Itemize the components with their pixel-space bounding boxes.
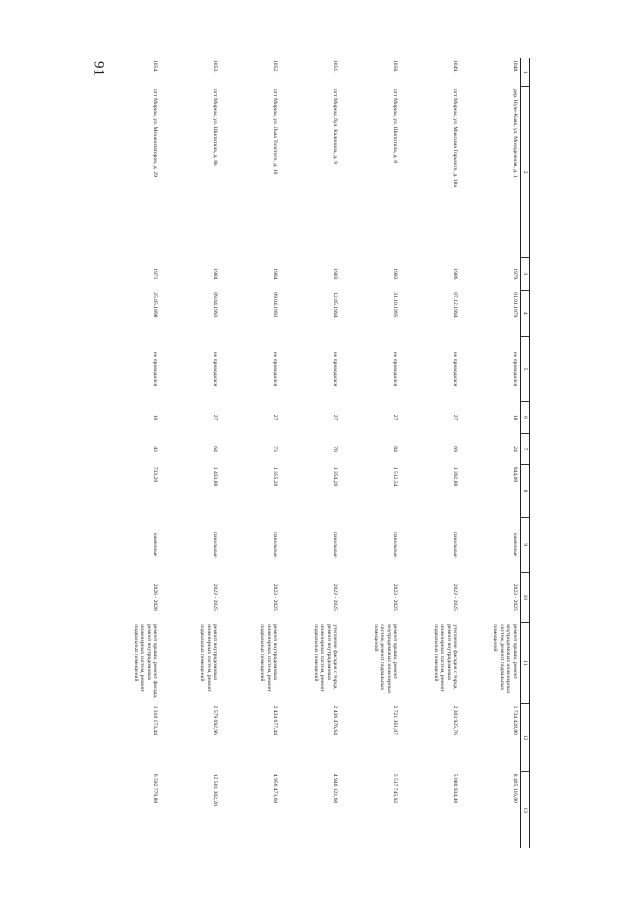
area: 1 354,20 [332, 466, 339, 487]
col-header: 3 [520, 257, 529, 290]
col-header: 1 [520, 58, 529, 87]
cost: 1 310 173,44 [152, 705, 159, 735]
work-types: ремонт внутридомовых инженерных систем, ремонт подвальных помещений [259, 624, 279, 692]
row-number: 1050. [392, 60, 399, 73]
area: 1 433,80 [212, 466, 219, 487]
work-types: ремонт крыши, ремонт внутридомовых инженерных систем, ремонт подвальных помещений [372, 624, 399, 694]
repair-period: 2023 - 2025 [392, 583, 399, 611]
build-year: 1971 [152, 268, 159, 280]
address: пгт Мирны, ул. Максима Горького, д. 18а [452, 88, 459, 187]
work-types: утепление фасадов с торца, ремонт внутридомовых инженерных систем, ремонт подвальных помещений [432, 624, 459, 692]
address: пгт Мирны, ул. Шипитила, д. 8в [212, 88, 219, 166]
cost: 2 579 692,96 [212, 705, 219, 735]
rotated-table-wrapper [100, 58, 530, 848]
col-header: 9 [520, 517, 529, 572]
wall-material: панельные [332, 532, 339, 558]
row-number: 1048. [511, 60, 518, 73]
last-repair: не проводился [452, 351, 459, 387]
repair-period: 2023 - 2025 [452, 583, 459, 611]
work-types: утепление фасадов с торца, ремонт внутридомовых инженерных систем, ремонт подвальных помещений [312, 624, 339, 692]
col-header: 6 [520, 402, 529, 433]
address: пгт Мирны, ул. Шипитила, д. 8 [392, 88, 399, 164]
build-year: 1983 [332, 268, 339, 280]
work-types: ремонт внутридомовых инженерных систем, ремонт подвальных помещений [199, 624, 219, 692]
build-year: 1986 [452, 268, 459, 280]
last-repair: не проводился [511, 351, 518, 387]
total-cost: 5 517 745,92 [392, 773, 399, 804]
privatization-date: 09.04.1993 [212, 292, 219, 318]
last-repair: не проводился [272, 351, 279, 387]
apartments: 70 [332, 446, 339, 452]
table-row [280, 58, 340, 848]
col-header: 2 [520, 87, 529, 258]
floors: 27 [272, 414, 279, 421]
row-number: 1052. [272, 60, 279, 73]
work-types: ремонт крыши, ремонт фасада, ремонт внутридомовых инженерных систем, ремонт подвальных помещений [132, 624, 159, 699]
col-header: 7 [520, 433, 529, 464]
table-row [220, 58, 280, 848]
repair-period: 2023 - 2025 [511, 583, 518, 611]
area: 1 355,20 [272, 466, 279, 487]
row-number: 1049. [452, 60, 459, 73]
address: дер. Нуче-Каяк, ул. Молодежная, д. 1 [511, 88, 518, 178]
table-row [100, 58, 160, 848]
floors: 18 [511, 414, 518, 421]
repair-period: 2023 - 2025 [272, 583, 279, 611]
address: пгт Мирны, бул. Калинина, д. 9 [332, 88, 339, 164]
privatization-date: 25.05.1998 [152, 292, 159, 318]
build-year: 1979 [511, 268, 518, 280]
total-cost: 5 080 934,40 [452, 773, 459, 804]
cost: 2 721 361,07 [392, 705, 399, 735]
work-types: ремонт крыши, ремонт внутридомовых инженерных систем, ремонт подвальных помещений [492, 624, 518, 694]
last-repair: не проводился [332, 351, 339, 387]
privatization-date: 01.01.1979 [511, 292, 518, 318]
area: 1 512,54 [392, 466, 399, 487]
col-header: 10 [520, 572, 529, 622]
row-number: 1054. [152, 60, 159, 73]
wall-material: панельные [212, 532, 219, 558]
build-year: 1984 [272, 268, 279, 280]
privatization-date: 09.04.1993 [272, 292, 279, 318]
cost: 2 436 476,64 [332, 705, 339, 735]
build-year: 1983 [392, 268, 399, 280]
repair-period: 2023 - 2025 [212, 583, 219, 611]
col-header: 12 [520, 704, 529, 772]
total-cost: 6 592 770,80 [152, 773, 159, 804]
floors: 27 [332, 414, 339, 421]
repair-period: 2023 - 2025 [332, 583, 339, 611]
cost: 2 303 925,76 [452, 705, 459, 735]
wall-material: панельные [272, 532, 279, 558]
area: 944,00 [511, 466, 518, 483]
address: пгт Мирны, ул. Льва Толстого, д. 10 [272, 88, 279, 175]
wall-material: каменные [511, 533, 518, 557]
wall-material: панельные [452, 532, 459, 558]
total-cost: 12 501 302,20 [212, 773, 219, 806]
col-header: 13 [520, 772, 529, 848]
repair-period: 2026 - 2028 [152, 583, 159, 611]
apartments: 84 [392, 446, 399, 452]
floors: 27 [392, 414, 399, 421]
wall-material: каменные [152, 533, 159, 557]
table-row [160, 58, 220, 848]
privatization-date: 12.05.1994 [332, 292, 339, 318]
row-number: 1053. [212, 60, 219, 73]
area: 733,20 [152, 466, 159, 483]
col-header: 11 [520, 622, 529, 703]
column-number-row [520, 58, 529, 848]
total-cost: 4 940 121,60 [332, 773, 339, 804]
floors: 16 [152, 414, 159, 421]
repair-program-table [100, 58, 530, 848]
floors: 27 [212, 414, 219, 421]
apartments: 24 [511, 446, 518, 452]
col-header: 5 [520, 336, 529, 402]
address: пгт Мирны, ул. Механизаторов, д. 29 [152, 88, 159, 177]
last-repair: не проводился [392, 351, 399, 387]
last-repair: не проводился [152, 351, 159, 387]
privatization-date: 31.10.1995 [392, 292, 399, 318]
row-number: 1051. [332, 60, 339, 73]
wall-material: панельные [392, 532, 399, 558]
col-header: 8 [520, 465, 529, 517]
cost: 1 734 428,80 [511, 705, 518, 735]
apartments: 69 [452, 446, 459, 452]
table-row [460, 58, 520, 848]
floors: 27 [452, 414, 459, 421]
cost: 2 434 677,44 [272, 705, 279, 735]
last-repair: не проводился [212, 351, 219, 387]
table-row [400, 58, 460, 848]
build-year: 1984 [212, 268, 219, 280]
apartments: 73 [272, 446, 279, 452]
total-cost: 8 405 116,00 [511, 773, 518, 803]
table-row [340, 58, 400, 848]
page-number: 91 [90, 61, 107, 76]
apartments: 43 [152, 446, 159, 452]
area: 1 392,80 [452, 466, 459, 487]
col-header: 4 [520, 290, 529, 336]
privatization-date: 07.12.1994 [452, 292, 459, 318]
apartments: 64 [212, 446, 219, 452]
total-cost: 4 956 473,60 [272, 773, 279, 804]
